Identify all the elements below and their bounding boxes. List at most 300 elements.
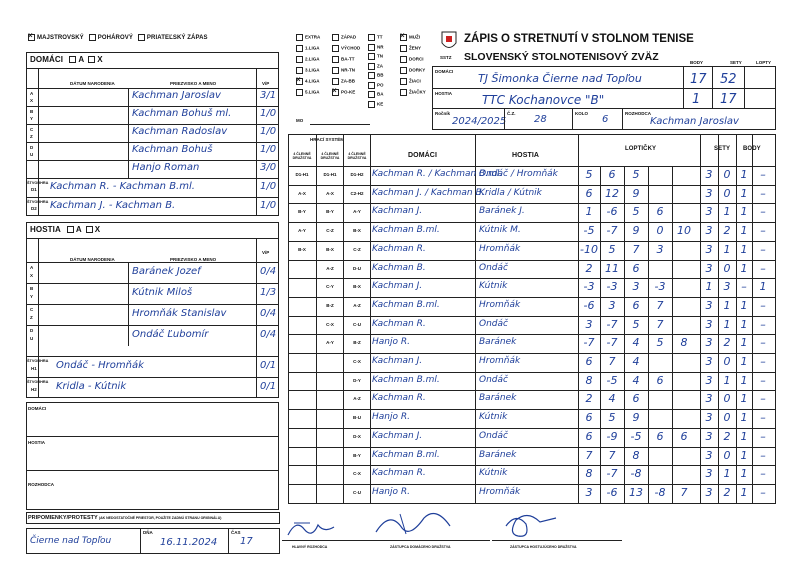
league-checkbox[interactable] bbox=[296, 56, 303, 63]
away-doubles-names[interactable]: Kridla - Kútnik bbox=[56, 381, 127, 392]
match-points-home[interactable]: 1 bbox=[740, 485, 748, 499]
match-points-away[interactable]: – bbox=[760, 205, 766, 219]
match-away-player[interactable]: Kútnik M. bbox=[479, 225, 521, 236]
match-points-home[interactable]: 1 bbox=[740, 411, 748, 425]
match-row-line bbox=[288, 185, 776, 186]
match-ball-3[interactable]: 7 bbox=[656, 317, 664, 331]
match-sets-away[interactable]: 2 bbox=[723, 336, 731, 350]
match-type-checkbox-2[interactable] bbox=[138, 34, 145, 41]
home-player-letter: U bbox=[30, 152, 34, 157]
match-home-player[interactable]: Kachman R. bbox=[372, 318, 426, 329]
match-sets-away[interactable]: 1 bbox=[723, 317, 731, 331]
date-value[interactable]: 16.11.2024 bbox=[160, 537, 218, 548]
match-sets-home[interactable]: 3 bbox=[705, 392, 713, 406]
match-ball-2[interactable]: 6 bbox=[632, 392, 640, 406]
match-ball-2[interactable]: 4 bbox=[632, 373, 640, 387]
league-option-5liga[interactable] bbox=[296, 89, 320, 96]
league-label: BA-TT bbox=[341, 56, 355, 62]
league-option-1liga[interactable] bbox=[296, 45, 320, 52]
away-player-name[interactable]: Kútnik Miloš bbox=[132, 287, 193, 298]
away-player-pos: D bbox=[30, 328, 34, 333]
away-doubles-label: ŠTVORHRA bbox=[27, 380, 49, 384]
match-away-player[interactable]: Hromňák bbox=[479, 243, 521, 254]
match-points-away[interactable]: – bbox=[760, 355, 766, 368]
match-type-checkbox-0[interactable] bbox=[28, 34, 35, 41]
league-checkbox[interactable] bbox=[332, 56, 339, 63]
rocnik-value[interactable]: 2024/2025 bbox=[452, 116, 507, 127]
match-sets-away[interactable]: 0 bbox=[723, 392, 731, 406]
match-sets-home[interactable]: 3 bbox=[705, 186, 713, 200]
match-points-away[interactable]: – bbox=[760, 298, 766, 312]
match-ball-1[interactable]: -9 bbox=[606, 429, 618, 443]
league-option-dorci[interactable] bbox=[400, 56, 424, 63]
match-points-away[interactable]: – bbox=[760, 448, 766, 462]
league-option-tn[interactable] bbox=[368, 53, 383, 60]
home-player-name[interactable]: Kachman Bohuš bbox=[132, 144, 213, 155]
league-label: DORCI bbox=[409, 56, 424, 62]
match-ball-0[interactable]: 6 bbox=[585, 186, 593, 200]
officials-panel bbox=[26, 402, 279, 510]
match-sets-away[interactable]: 1 bbox=[723, 373, 731, 387]
match-away-player[interactable]: Hromňák bbox=[479, 356, 521, 366]
match-ball-3[interactable]: 6 bbox=[656, 205, 664, 219]
match-points-away[interactable]: – bbox=[760, 186, 766, 200]
match-sets-home[interactable]: 3 bbox=[705, 261, 713, 275]
match-ball-1[interactable]: 5 bbox=[608, 411, 616, 425]
match-ball-1[interactable]: 6 bbox=[608, 168, 616, 181]
match-ball-0[interactable]: -6 bbox=[583, 298, 595, 312]
match-points-home[interactable]: 1 bbox=[740, 205, 748, 219]
match-away-player[interactable]: Kútnik bbox=[479, 412, 508, 423]
match-ball-4[interactable]: 6 bbox=[680, 429, 688, 443]
match-home-player[interactable]: Kachman J. bbox=[372, 206, 423, 217]
league-checkbox[interactable] bbox=[296, 78, 303, 85]
match-ball-0[interactable]: -5 bbox=[583, 224, 595, 238]
league-option-3liga[interactable] bbox=[296, 67, 320, 74]
away-doubles-names[interactable]: Ondáč - Hromňák bbox=[56, 360, 144, 371]
match-sets-away[interactable]: 0 bbox=[723, 186, 731, 200]
league-checkbox[interactable] bbox=[368, 72, 375, 79]
match-ball-2[interactable]: 3 bbox=[632, 280, 640, 294]
match-away-player[interactable]: Hromňák bbox=[479, 299, 521, 310]
match-ball-4[interactable]: 7 bbox=[680, 485, 688, 499]
match-ball-3[interactable]: -8 bbox=[654, 485, 666, 499]
league-option-ke[interactable] bbox=[368, 101, 383, 108]
match-sets-home[interactable]: 3 bbox=[705, 411, 713, 425]
home-player-vip[interactable]: 3/1 bbox=[260, 90, 277, 101]
match-ball-2[interactable]: 13 bbox=[629, 485, 643, 499]
match-ball-3[interactable]: 5 bbox=[656, 336, 664, 350]
match-points-away[interactable]: – bbox=[760, 392, 766, 406]
match-sets-away[interactable]: 2 bbox=[723, 485, 731, 499]
match-ball-0[interactable]: 6 bbox=[585, 355, 593, 368]
lopty-label: LOPTY bbox=[756, 60, 772, 65]
match-home-player[interactable]: Kachman B.ml. bbox=[372, 299, 440, 310]
match-sets-home[interactable]: 3 bbox=[705, 336, 713, 350]
away-player-vip[interactable]: 1/3 bbox=[260, 287, 277, 298]
match-sys3: C-X bbox=[353, 359, 361, 364]
league-option-iaci[interactable] bbox=[400, 78, 421, 85]
home-player-name[interactable]: Kachman Jaroslav bbox=[132, 90, 221, 101]
match-ball-1[interactable]: -3 bbox=[606, 280, 618, 294]
match-points-away[interactable]: – bbox=[760, 485, 766, 499]
match-points-home[interactable]: 1 bbox=[740, 298, 748, 312]
match-away-player[interactable]: Baránek bbox=[479, 393, 517, 404]
match-points-away[interactable]: – bbox=[760, 411, 766, 425]
match-ball-0[interactable]: 1 bbox=[585, 205, 593, 219]
away-row-line bbox=[26, 377, 279, 378]
match-ball-0[interactable]: -7 bbox=[583, 336, 595, 350]
match-sets-home[interactable]: 3 bbox=[705, 429, 713, 443]
league-checkbox[interactable] bbox=[368, 91, 375, 98]
match-points-away[interactable]: – bbox=[760, 467, 766, 481]
match-ball-2[interactable]: 9 bbox=[632, 186, 640, 200]
match-points-home[interactable]: 1 bbox=[740, 467, 748, 481]
domaci-sety[interactable]: 52 bbox=[720, 72, 737, 87]
league-option-iaky[interactable] bbox=[400, 89, 426, 96]
sig2-label: ZÁSTUPCA DOMÁCEHO DRUŽSTVA bbox=[390, 545, 451, 549]
match-ball-2[interactable]: 6 bbox=[632, 298, 640, 312]
match-sets-away[interactable]: 0 bbox=[723, 261, 731, 275]
match-sys3: C-U bbox=[353, 489, 361, 495]
match-sets-home[interactable]: 3 bbox=[705, 317, 713, 331]
place-value[interactable]: Čierne nad Topľou bbox=[30, 536, 112, 546]
match-ball-4[interactable]: 8 bbox=[680, 336, 688, 350]
match-points-home[interactable]: 1 bbox=[740, 448, 748, 462]
league-option-ba[interactable] bbox=[368, 91, 384, 98]
home-doubles-label: ŠTVORHRA bbox=[27, 181, 49, 185]
match-home-player[interactable]: Hanjo R. bbox=[372, 337, 410, 348]
hostia-body[interactable]: 1 bbox=[692, 92, 701, 107]
league-option-mui[interactable] bbox=[400, 34, 420, 41]
league-checkbox[interactable] bbox=[400, 56, 407, 63]
match-sys3: A-Y bbox=[353, 209, 361, 215]
match-sets-away[interactable]: 1 bbox=[723, 298, 731, 312]
league-checkbox[interactable] bbox=[332, 67, 339, 74]
match-points-home[interactable]: 1 bbox=[740, 168, 748, 181]
match-home-player[interactable]: Hanjo R. bbox=[372, 486, 410, 497]
match-ball-1[interactable]: -6 bbox=[606, 205, 618, 219]
match-points-home[interactable]: 1 bbox=[740, 242, 748, 256]
away-player-name[interactable]: Baránek Jozef bbox=[132, 266, 201, 277]
match-points-away[interactable]: 1 bbox=[759, 280, 767, 294]
match-home-player[interactable]: Kachman B.ml. bbox=[372, 374, 440, 385]
home-col-date: DÁTUM NARODENIA bbox=[70, 81, 115, 86]
league-checkbox[interactable] bbox=[332, 89, 339, 96]
league-option-tt[interactable] bbox=[368, 34, 383, 41]
match-sets-home[interactable]: 1 bbox=[705, 280, 713, 294]
league-checkbox[interactable] bbox=[368, 34, 375, 41]
away-player-vip[interactable]: 0/4 bbox=[260, 308, 277, 319]
match-home-player[interactable]: Kachman J. bbox=[372, 356, 423, 366]
match-home-player[interactable]: Kachman B. bbox=[372, 262, 426, 273]
league-option-2liga[interactable] bbox=[296, 56, 320, 63]
away-x-checkbox[interactable] bbox=[86, 226, 93, 233]
hostia-sety[interactable]: 17 bbox=[720, 92, 737, 107]
home-player-vip[interactable]: 1/0 bbox=[260, 126, 277, 137]
match-sets-home[interactable]: 3 bbox=[705, 485, 713, 499]
match-sets-home[interactable]: 3 bbox=[705, 448, 713, 462]
home-doubles-names[interactable]: Kachman R. - Kachman B.ml. bbox=[50, 181, 195, 192]
away-doubles-vip[interactable]: 0/1 bbox=[260, 381, 277, 392]
league-checkbox[interactable] bbox=[400, 78, 407, 85]
match-sets-home[interactable]: 3 bbox=[705, 224, 713, 238]
match-sets-home[interactable]: 3 bbox=[705, 373, 713, 387]
away-a-checkbox[interactable] bbox=[67, 226, 74, 233]
match-ball-2[interactable]: 4 bbox=[632, 336, 640, 350]
match-points-home[interactable]: 1 bbox=[740, 317, 748, 331]
match-ball-0[interactable]: 2 bbox=[585, 261, 593, 275]
league-checkbox[interactable] bbox=[332, 45, 339, 52]
match-ball-4[interactable]: 10 bbox=[677, 224, 691, 238]
match-home-player[interactable]: Kachman R. bbox=[372, 393, 426, 404]
match-ball-2[interactable]: 9 bbox=[632, 224, 640, 238]
match-sets-away[interactable]: 1 bbox=[723, 205, 731, 219]
match-ball-1[interactable]: 7 bbox=[608, 355, 616, 368]
home-doubles-names[interactable]: Kachman J. - Kachman B. bbox=[50, 200, 176, 211]
league-option-batt[interactable] bbox=[332, 56, 355, 63]
match-type-checkbox-1[interactable] bbox=[89, 34, 96, 41]
match-sets-home[interactable]: 3 bbox=[705, 355, 713, 368]
form-title: ZÁPIS O STRETNUTÍ V STOLNOM TENISE bbox=[464, 33, 694, 45]
hostia-field-value[interactable]: TTC Kochanovce "B" bbox=[482, 93, 605, 107]
match-home-player[interactable]: Hanjo R. bbox=[372, 412, 410, 423]
home-doubles-vip[interactable]: 1/0 bbox=[260, 200, 277, 211]
time-value[interactable]: 17 bbox=[240, 536, 253, 547]
match-away-player[interactable]: Ondáč bbox=[479, 262, 508, 273]
league-option-po[interactable] bbox=[368, 82, 384, 89]
league-checkbox[interactable] bbox=[400, 67, 407, 74]
league-label: PO bbox=[377, 82, 384, 88]
home-a-checkbox[interactable] bbox=[69, 56, 76, 63]
league-checkbox[interactable] bbox=[296, 34, 303, 41]
match-ball-1[interactable]: 5 bbox=[608, 242, 616, 256]
league-checkbox[interactable] bbox=[296, 45, 303, 52]
match-points-home[interactable]: 1 bbox=[740, 336, 748, 350]
match-home-player[interactable]: Kachman R. / Kachman B.ml. bbox=[372, 169, 503, 179]
league-option-4liga[interactable] bbox=[296, 78, 320, 85]
match-points-home[interactable]: 1 bbox=[740, 392, 748, 406]
match-ball-2[interactable]: -5 bbox=[630, 429, 642, 443]
home-player-vip[interactable]: 1/0 bbox=[260, 108, 277, 119]
match-ball-0[interactable]: 6 bbox=[585, 429, 593, 443]
match-sets-home[interactable]: 3 bbox=[705, 205, 713, 219]
match-ball-2[interactable]: 5 bbox=[632, 168, 640, 181]
match-away-player[interactable]: Ondáč bbox=[479, 374, 508, 385]
match-ball-3[interactable]: 6 bbox=[656, 373, 664, 387]
match-points-away[interactable]: – bbox=[760, 317, 766, 331]
match-points-away[interactable]: – bbox=[760, 261, 766, 275]
match-ball-1[interactable]: 4 bbox=[608, 392, 616, 406]
match-sets-home[interactable]: 3 bbox=[705, 168, 713, 181]
home-player-name[interactable]: Hanjo Roman bbox=[132, 162, 200, 173]
match-ball-0[interactable]: 3 bbox=[585, 485, 593, 499]
match-points-away[interactable]: – bbox=[760, 224, 766, 238]
matches-col-line bbox=[370, 134, 371, 504]
league-option-zabb[interactable] bbox=[332, 78, 355, 85]
match-ball-0[interactable]: -3 bbox=[583, 280, 595, 294]
match-ball-1[interactable]: 11 bbox=[605, 261, 619, 275]
match-ball-1[interactable]: 12 bbox=[605, 186, 619, 200]
match-ball-0[interactable]: 8 bbox=[585, 373, 593, 387]
match-away-player[interactable]: Kútnik bbox=[479, 281, 508, 292]
match-away-player[interactable]: Ondáč / Hromňák bbox=[479, 169, 558, 179]
match-ball-0[interactable]: 6 bbox=[585, 411, 593, 425]
match-ball-3[interactable]: 6 bbox=[656, 429, 664, 443]
match-ball-0[interactable]: 5 bbox=[585, 168, 593, 181]
match-home-player[interactable]: Kachman J. bbox=[372, 430, 423, 441]
away-player-pos: A bbox=[30, 265, 34, 270]
match-points-away[interactable]: – bbox=[760, 242, 766, 256]
sig3-label: ZÁSTUPCA HOSTUJÚCEHO DRUŽSTVA bbox=[510, 545, 577, 549]
league-option-dorky[interactable] bbox=[400, 67, 425, 74]
home-player-name[interactable]: Kachman Bohuš ml. bbox=[132, 108, 232, 119]
match-ball-2[interactable]: 5 bbox=[632, 317, 640, 331]
match-points-home[interactable]: 1 bbox=[740, 186, 748, 200]
league-option-vchod[interactable] bbox=[332, 45, 360, 52]
match-away-player[interactable]: Hromňák bbox=[479, 486, 521, 497]
match-ball-3[interactable]: -3 bbox=[654, 280, 666, 294]
match-ball-2[interactable]: 4 bbox=[632, 355, 640, 368]
match-points-home[interactable]: 1 bbox=[740, 373, 748, 387]
domaci-field-label: DOMÁCI bbox=[435, 69, 454, 74]
rozhodca-value[interactable]: Kachman Jaroslav bbox=[650, 116, 739, 127]
league-option-poke[interactable] bbox=[332, 89, 355, 96]
league-checkbox[interactable] bbox=[368, 53, 375, 60]
match-sets-away[interactable]: 2 bbox=[723, 429, 731, 443]
match-sets-away[interactable]: 1 bbox=[723, 242, 731, 256]
league-option-nrtn[interactable] bbox=[332, 67, 355, 74]
match-ball-1[interactable]: -7 bbox=[606, 317, 618, 331]
match-points-home[interactable]: 1 bbox=[740, 429, 748, 443]
cz-value[interactable]: 28 bbox=[534, 114, 547, 125]
match-sets-away[interactable]: 0 bbox=[723, 168, 731, 181]
match-away-player[interactable]: Baránek bbox=[479, 337, 517, 348]
away-doubles-label: ŠTVORHRA bbox=[27, 359, 49, 363]
match-sets-home[interactable]: 3 bbox=[705, 467, 713, 481]
match-away-player[interactable]: Ondáč bbox=[479, 430, 508, 441]
match-sets-home[interactable]: 3 bbox=[705, 242, 713, 256]
league-option-eny[interactable] bbox=[400, 45, 421, 52]
match-ball-2[interactable]: 6 bbox=[632, 261, 640, 275]
match-away-player[interactable]: Ondáč bbox=[479, 318, 508, 329]
match-points-away[interactable]: – bbox=[760, 336, 766, 350]
away-player-vip[interactable]: 0/4 bbox=[260, 329, 277, 340]
away-player-name[interactable]: Ondáč Ľubomír bbox=[132, 329, 209, 340]
league-checkbox[interactable] bbox=[332, 78, 339, 85]
league-checkbox[interactable] bbox=[400, 89, 407, 96]
match-points-away[interactable]: – bbox=[760, 429, 766, 443]
match-ball-1[interactable]: -7 bbox=[606, 336, 618, 350]
match-ball-2[interactable]: -8 bbox=[630, 467, 642, 481]
match-points-home[interactable]: 1 bbox=[740, 261, 748, 275]
match-sets-away[interactable]: 3 bbox=[723, 280, 731, 294]
match-away-player[interactable]: Kútnik bbox=[479, 468, 508, 479]
league-option-zpad[interactable] bbox=[332, 34, 356, 41]
match-ball-3[interactable]: 0 bbox=[656, 224, 664, 238]
match-away-player[interactable]: Baránek J. bbox=[479, 206, 525, 217]
match-sets-away[interactable]: 0 bbox=[723, 355, 731, 368]
kolo-value[interactable]: 6 bbox=[602, 114, 609, 125]
away-doubles-vip[interactable]: 0/1 bbox=[260, 360, 277, 371]
match-home-player[interactable]: Kachman J. / Kachman B. bbox=[372, 187, 485, 198]
match-away-player[interactable]: Kridla / Kútnik bbox=[479, 187, 542, 198]
match-away-player[interactable]: Baránek bbox=[479, 449, 517, 460]
league-option-extra[interactable] bbox=[296, 34, 320, 41]
match-ball-2[interactable]: 5 bbox=[632, 205, 640, 219]
match-points-home[interactable]: 1 bbox=[740, 355, 748, 368]
match-sets-away[interactable]: 0 bbox=[723, 411, 731, 425]
home-player-vip[interactable]: 1/0 bbox=[260, 144, 277, 155]
match-ball-2[interactable]: 7 bbox=[632, 242, 640, 256]
league-option-nr[interactable] bbox=[368, 44, 384, 51]
domaci-field-value[interactable]: TJ Šimonka Čierne nad Topľou bbox=[478, 72, 642, 85]
match-home-player[interactable]: Kachman R. bbox=[372, 468, 426, 479]
match-points-home[interactable]: 1 bbox=[740, 224, 748, 238]
away-player-vip[interactable]: 0/4 bbox=[260, 266, 277, 277]
match-sets-away[interactable]: 1 bbox=[723, 467, 731, 481]
home-team-title: DOMÁCI A X bbox=[30, 55, 103, 64]
league-label: 3.LIGA bbox=[305, 67, 320, 73]
match-ball-1[interactable]: -6 bbox=[606, 485, 618, 499]
away-player-name[interactable]: Hromňák Stanislav bbox=[132, 308, 227, 319]
match-ball-0[interactable]: 8 bbox=[585, 467, 593, 481]
match-ball-1[interactable]: -7 bbox=[606, 224, 618, 238]
league-label: PO-KE bbox=[341, 89, 356, 95]
match-home-player[interactable]: Kachman B.ml. bbox=[372, 225, 440, 236]
match-ball-2[interactable]: 8 bbox=[632, 448, 640, 462]
match-sets-home[interactable]: 3 bbox=[705, 298, 713, 312]
match-ball-0[interactable]: 3 bbox=[585, 317, 593, 331]
league-checkbox[interactable] bbox=[368, 44, 375, 51]
match-points-home[interactable]: – bbox=[741, 280, 747, 294]
league-checkbox[interactable] bbox=[368, 63, 375, 70]
match-sets-away[interactable]: 0 bbox=[723, 448, 731, 462]
home-player-name[interactable]: Kachman Radoslav bbox=[132, 126, 228, 137]
match-home-player[interactable]: Kachman J. bbox=[372, 281, 423, 292]
league-checkbox[interactable] bbox=[332, 34, 339, 41]
home-x-checkbox[interactable] bbox=[88, 56, 95, 63]
league-checkbox[interactable] bbox=[368, 101, 375, 108]
league-option-za[interactable] bbox=[368, 63, 383, 70]
league-checkbox[interactable] bbox=[296, 67, 303, 74]
league-checkbox[interactable] bbox=[296, 89, 303, 96]
match-points-away[interactable]: – bbox=[760, 373, 766, 387]
match-ball-3[interactable]: 3 bbox=[656, 242, 664, 256]
domaci-body[interactable]: 17 bbox=[690, 72, 707, 87]
match-points-away[interactable]: – bbox=[760, 168, 766, 181]
match-ball-1[interactable]: -5 bbox=[606, 373, 618, 387]
league-checkbox[interactable] bbox=[400, 34, 407, 41]
league-checkbox[interactable] bbox=[368, 82, 375, 89]
match-ball-1[interactable]: 7 bbox=[608, 448, 616, 462]
match-home-player[interactable]: Kachman B.ml. bbox=[372, 449, 440, 460]
home-player-vip[interactable]: 3/0 bbox=[260, 162, 277, 173]
match-ball-2[interactable]: 9 bbox=[632, 411, 640, 425]
match-ball-0[interactable]: -10 bbox=[580, 242, 598, 256]
league-checkbox[interactable] bbox=[400, 45, 407, 52]
match-ball-0[interactable]: 2 bbox=[585, 392, 593, 406]
match-sets-away[interactable]: 2 bbox=[723, 224, 731, 238]
home-doubles-vip[interactable]: 1/0 bbox=[260, 181, 277, 192]
match-ball-1[interactable]: 3 bbox=[608, 298, 616, 312]
away-col-date: DÁTUM NARODENIA bbox=[70, 257, 115, 262]
match-ball-1[interactable]: -7 bbox=[606, 467, 618, 481]
match-home-player[interactable]: Kachman R. bbox=[372, 243, 426, 254]
match-ball-3[interactable]: 7 bbox=[656, 298, 664, 312]
league-option-bb[interactable] bbox=[368, 72, 384, 79]
match-ball-0[interactable]: 7 bbox=[585, 448, 593, 462]
